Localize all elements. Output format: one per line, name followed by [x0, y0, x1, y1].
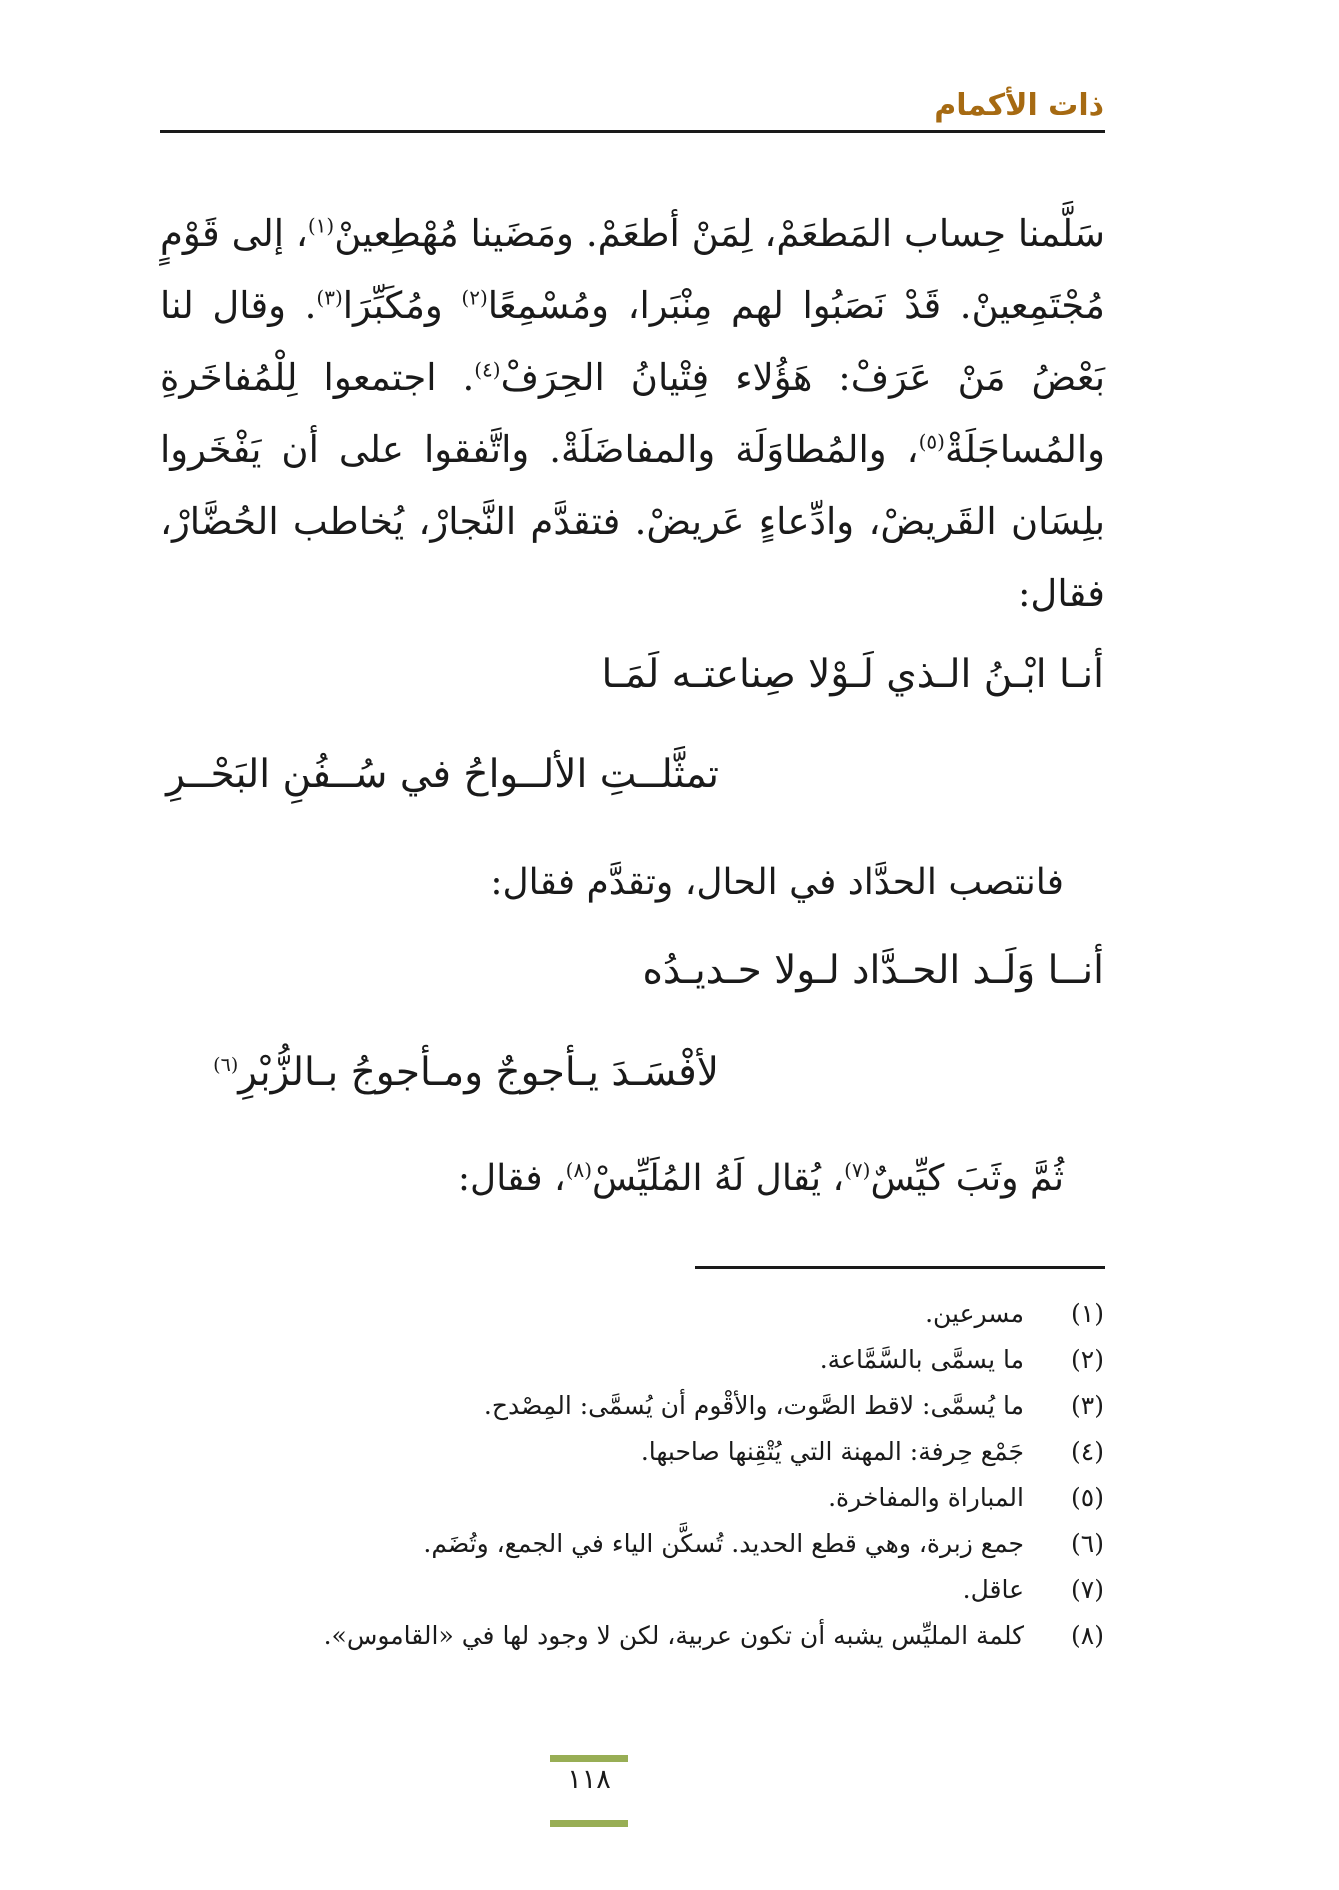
main-paragraph — [160, 198, 1105, 630]
prose-text: ، يُقال لَهُ المُلَيِّسْ — [592, 1158, 845, 1199]
footnote-item — [204, 1612, 1104, 1658]
prose-line-mulayyis — [458, 1158, 1064, 1199]
paragraph-text: ، والمُطاوَلَة والمفاضَلَةْ. واتَّفقوا على أن يَفْخَروا بلِسَان القَريضْ، وادِّعاءٍ عَريضْ. فتقدَّم النَّجارْ، يُخاطب الحُضَّارْ، فقال: — [160, 428, 1105, 615]
running-header-title: ذات الأكمام — [934, 88, 1104, 123]
footnotes-list — [204, 1290, 1104, 1658]
paragraph-text: سَلَّمنا حِساب المَطعَمْ، لِمَنْ أطعَمْ. ومَضَينا مُهْطِعينْ — [334, 212, 1105, 255]
prose-line-blacksmith: فانتصب الحدَّاد في الحال، وتقدَّم فقال: — [490, 862, 1064, 903]
verse-2-first-hemistich: أنــا وَلَـد الحـدَّاد لـولا حـديـدُه — [642, 948, 1104, 993]
footnote-item — [204, 1520, 1104, 1566]
footnote-text: مسرعين. — [925, 1298, 1024, 1328]
footnote-text: عاقل. — [962, 1574, 1024, 1604]
footnote-text: كلمة المليِّس يشبه أن تكون عربية، لكن لا وجود لها في «القاموس». — [323, 1620, 1024, 1650]
page-number-bar-bottom — [550, 1820, 628, 1827]
page-number-bar-top — [550, 1755, 628, 1762]
footnote-ref-1[interactable]: (١) — [307, 213, 335, 238]
verse-2-second-hemistich — [213, 1050, 719, 1095]
footnote-text: جَمْع حِرفة: المهنة التي يُتْقِنها صاحبها. — [640, 1436, 1024, 1466]
footnote-item — [204, 1382, 1104, 1428]
header-rule — [160, 130, 1105, 133]
footnote-ref-6[interactable]: (٦) — [213, 1054, 239, 1076]
footnote-number: (٢) — [1071, 1344, 1104, 1374]
prose-text: ، فقال: — [457, 1158, 566, 1199]
paragraph-text: ومُكَبِّرَا — [342, 284, 462, 327]
footnote-number: (٨) — [1071, 1620, 1104, 1650]
footnote-text: ما يسمَّى بالسَّمَّاعة. — [819, 1344, 1024, 1374]
page-number: ١١٨ — [567, 1764, 611, 1795]
footnote-ref-5[interactable]: (٥) — [918, 429, 945, 454]
footnote-item — [204, 1290, 1104, 1336]
verse-1-first-hemistich: أنـا ابْـنُ الـذي لَـوْلا صِناعتـه لَمَـا — [601, 652, 1104, 697]
footnote-item — [204, 1428, 1104, 1474]
footnote-text: ما يُسمَّى: لاقط الصَّوت، والأقْوم أن يُسمَّى: المِصْدح. — [483, 1390, 1024, 1420]
footnote-item — [204, 1566, 1104, 1612]
footnote-separator — [695, 1266, 1105, 1269]
footnote-ref-8[interactable]: (٨) — [565, 1158, 593, 1182]
verse-1-second-hemistich: تمثَّلــتِ الألــواحُ في سُــفُنِ البَحْــرِ — [166, 752, 719, 797]
footnote-item — [204, 1336, 1104, 1382]
paragraph-text: ، إلى قَوْمٍ مُجْتَمِعينْ. قَدْ نَصَبُوا لهم مِنْبَرا، ومُسْمِعًا — [160, 212, 1105, 327]
footnote-number: (١) — [1071, 1298, 1104, 1328]
footnote-item — [204, 1474, 1104, 1520]
footnote-number: (٧) — [1071, 1574, 1104, 1604]
paragraph-1 — [160, 198, 1105, 630]
footnote-number: (٤) — [1071, 1436, 1104, 1466]
footnote-number: (٦) — [1071, 1528, 1104, 1558]
prose-text: ثُمَّ وثَبَ كيِّسٌ — [870, 1158, 1064, 1199]
paragraph-text: . وقال لنا بَعْضُ مَنْ عَرَفْ: هَؤُلاء فِتْيانُ الحِرَفْ — [160, 284, 1106, 399]
footnote-ref-4[interactable]: (٤) — [474, 357, 501, 382]
footnote-number: (٥) — [1071, 1482, 1104, 1512]
footnote-ref-2[interactable]: (٢) — [461, 285, 488, 310]
footnote-ref-7[interactable]: (٧) — [844, 1158, 871, 1182]
footnote-ref-3[interactable]: (٣) — [316, 285, 343, 310]
paragraph-text: . اجتمعوا لِلْمُفاخَرةِ والمُساجَلَةْ — [160, 356, 1105, 471]
footnote-text: المباراة والمفاخرة. — [828, 1482, 1024, 1512]
verse-text: لأفْسَـدَ يـأجوجٌ ومـأجوجُ بـالزُّبْرِ — [238, 1050, 719, 1095]
footnote-text: جمع زبرة، وهي قطع الحديد. تُسكَّن الياء في الجمع، وتُضَم. — [423, 1528, 1024, 1558]
footnote-number: (٣) — [1071, 1390, 1104, 1420]
